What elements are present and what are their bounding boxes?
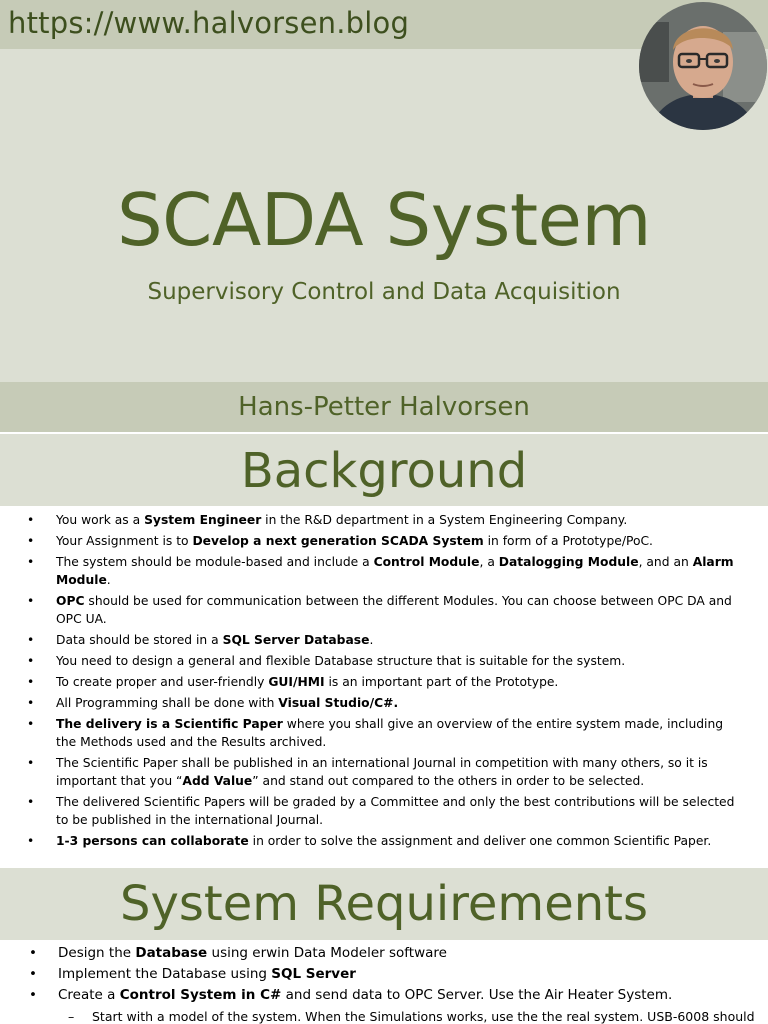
bold-text: The delivery is a Scientific Paper bbox=[56, 717, 283, 731]
bullet-icon: • bbox=[27, 675, 35, 689]
author-name: Hans-Petter Halvorsen bbox=[238, 392, 530, 422]
text-run: and send data to OPC Server. Use the Air Heater System. bbox=[281, 987, 673, 1003]
background-list-item bbox=[0, 832, 768, 850]
title-slide bbox=[0, 0, 768, 432]
text-run: To create proper and user-friendly bbox=[56, 675, 269, 689]
text-run: The Scientific Paper shall be published in an international Journal in competition with many others, so it is important that you “ bbox=[56, 756, 708, 788]
text-run: in the R&D department in a System Engineering Company. bbox=[261, 513, 628, 527]
text-run: Implement the Database using bbox=[58, 966, 272, 982]
bullet-icon: • bbox=[27, 795, 35, 809]
text-run: where you shall give an overview of the entire system made, including the Methods used and the Results archived. bbox=[56, 717, 724, 749]
text-run: Create a bbox=[58, 987, 120, 1003]
text-run: . bbox=[106, 573, 111, 587]
bullet-icon: • bbox=[29, 966, 37, 982]
text-run: You need to design a general and flexible Database structure that is suitable for the system. bbox=[56, 654, 626, 668]
requirements-list-item bbox=[0, 964, 768, 985]
bold-text: GUI/HMI bbox=[268, 675, 325, 689]
bullet-icon: • bbox=[29, 987, 37, 1003]
requirements-heading: System Requirements bbox=[120, 876, 648, 932]
bullet-icon: • bbox=[27, 534, 35, 548]
bold-text: Alarm Module bbox=[56, 555, 734, 587]
text-run: in order to solve the assignment and deliver one common Scientific Paper. bbox=[248, 834, 712, 848]
requirements-list-item bbox=[0, 943, 768, 964]
background-list-item bbox=[0, 553, 768, 589]
background-list-item bbox=[0, 694, 768, 712]
background-list-item bbox=[0, 631, 768, 649]
requirements-list-item bbox=[0, 1006, 768, 1024]
text-run: in form of a Prototype/PoC. bbox=[483, 534, 653, 548]
background-list-item bbox=[0, 673, 768, 691]
text-run: Start with a model of the system. When the Simulations works, use the the real system. USB-6008 should bbox=[92, 1009, 755, 1024]
blog-url-link[interactable]: https://www.halvorsen.blog bbox=[8, 6, 410, 40]
background-list-item bbox=[0, 511, 768, 529]
text-run: . bbox=[369, 633, 374, 647]
background-heading: Background bbox=[240, 443, 528, 499]
background-list-item bbox=[0, 793, 768, 829]
bold-text: Visual Studio/C#. bbox=[278, 696, 399, 710]
bold-text: Develop a next generation SCADA System bbox=[192, 534, 484, 548]
bullet-icon: • bbox=[27, 513, 35, 527]
bullet-icon: • bbox=[27, 756, 35, 770]
bold-text: Add Value bbox=[182, 774, 253, 788]
text-run: Your Assignment is to bbox=[56, 534, 193, 548]
text-run: using erwin Data Modeler software bbox=[207, 945, 447, 961]
requirements-list-item bbox=[0, 985, 768, 1006]
bullet-icon: • bbox=[27, 555, 35, 569]
slide-title: SCADA System bbox=[116, 178, 652, 262]
bold-text: Datalogging Module bbox=[498, 555, 639, 569]
background-list-item bbox=[0, 715, 768, 751]
dash-bullet-icon: – bbox=[68, 1009, 75, 1024]
bullet-icon: • bbox=[27, 696, 35, 710]
background-list-item bbox=[0, 754, 768, 790]
text-run: You work as a bbox=[56, 513, 145, 527]
text-run: , a bbox=[479, 555, 499, 569]
text-run: , and an bbox=[638, 555, 693, 569]
bullet-icon: • bbox=[27, 654, 35, 668]
text-run: Design the bbox=[58, 945, 136, 961]
bold-text: Control Module bbox=[373, 555, 480, 569]
slide-subtitle: Supervisory Control and Data Acquisition bbox=[147, 279, 621, 305]
text-run: should be used for communication between the different Modules. You can choose between OPC DA and OPC UA. bbox=[56, 594, 732, 626]
text-run: All Programming shall be done with bbox=[56, 696, 279, 710]
bullet-icon: • bbox=[27, 594, 35, 608]
text-run: The delivered Scientific Papers will be graded by a Committee and only the best contributions will be selected to be published in the international Journal. bbox=[56, 795, 735, 827]
bullet-icon: • bbox=[27, 717, 35, 731]
bold-text: SQL Server Database bbox=[222, 633, 370, 647]
text-run: ” and stand out compared to the others in order to be selected. bbox=[252, 774, 645, 788]
background-bullet-list bbox=[0, 511, 768, 853]
bold-text: SQL Server bbox=[271, 966, 356, 982]
bold-text: System Engineer bbox=[144, 513, 262, 527]
author-photo bbox=[639, 2, 767, 130]
text-run: The system should be module-based and include a bbox=[56, 555, 374, 569]
text-run: is an important part of the Prototype. bbox=[324, 675, 559, 689]
bold-text: Database bbox=[135, 945, 208, 961]
bullet-icon: • bbox=[27, 834, 35, 848]
bullet-icon: • bbox=[29, 945, 37, 961]
requirements-bullet-list bbox=[0, 943, 768, 1024]
bullet-icon: • bbox=[27, 633, 35, 647]
bold-text: OPC bbox=[56, 594, 85, 608]
background-list-item bbox=[0, 652, 768, 670]
bold-text: 1-3 persons can collaborate bbox=[56, 834, 249, 848]
background-list-item bbox=[0, 532, 768, 550]
bold-text: Control System in C# bbox=[119, 987, 282, 1003]
background-list-item bbox=[0, 592, 768, 628]
text-run: Data should be stored in a bbox=[56, 633, 223, 647]
